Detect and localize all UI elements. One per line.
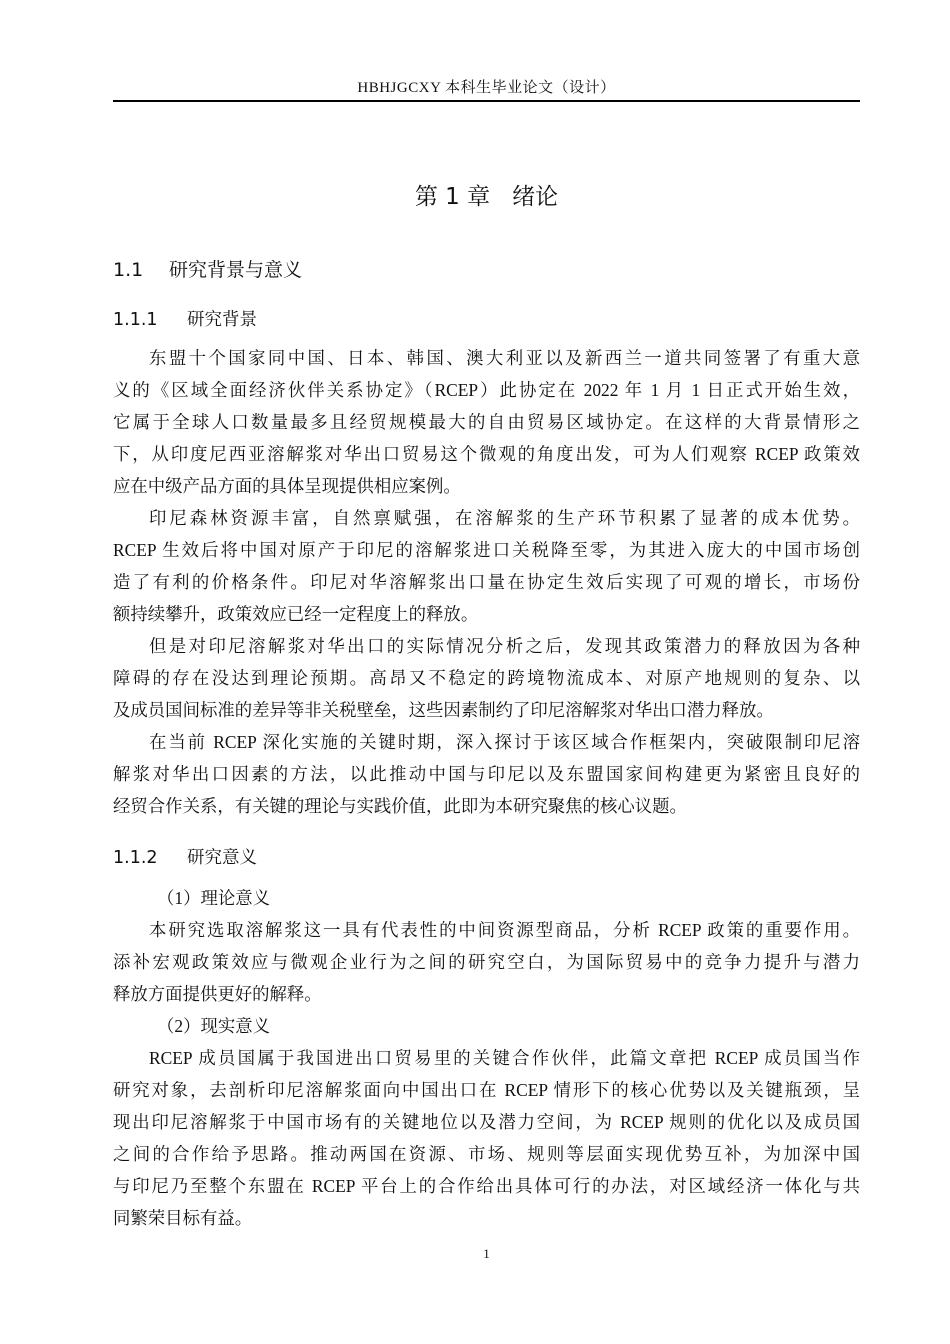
running-header: HBHJGCXY 本科生毕业论文（设计） bbox=[357, 80, 616, 96]
subsection-heading-1-1-1 bbox=[113, 306, 257, 331]
subsection-heading-1-1-2 bbox=[113, 844, 257, 869]
section-heading-1-1 bbox=[113, 255, 302, 282]
paragraph bbox=[113, 1042, 860, 1234]
text-line: 研究对象，去剖析印尼溶解浆面向中国出口在 RCEP 情形下的核心优势以及关键瓶颈，呈 bbox=[113, 1080, 860, 1100]
text-line: 东盟十个国家同中国、日本、韩国、澳大利亚以及新西兰一道共同签署了有重大意 bbox=[149, 348, 860, 368]
paragraph bbox=[113, 502, 860, 630]
text-line: 印尼森林资源丰富，自然禀赋强，在溶解浆的生产环节积累了显著的成本优势。 bbox=[149, 508, 860, 528]
text-line: 义的《区域全面经济伙伴关系协定》（RCEP）此协定在 2022 年 1 月 1 日正式开始生效， bbox=[113, 380, 860, 400]
paragraph bbox=[113, 630, 860, 726]
text-line: 解浆对华出口因素的方法，以此推动中国与印尼以及东盟国家间构建更为紧密且良好的 bbox=[113, 764, 860, 784]
text-line: 应在中级产品方面的具体呈现提供相应案例。 bbox=[113, 476, 461, 496]
chapter-number: 第 1 章 bbox=[414, 184, 491, 210]
paragraph bbox=[113, 914, 860, 1010]
paragraph bbox=[113, 726, 860, 822]
list-label-theory: （1）理论意义 bbox=[157, 888, 271, 908]
text-line: 添补宏观政策效应与微观企业行为之间的研究空白，为国际贸易中的竞争力提升与潜力 bbox=[113, 952, 860, 972]
text-line: 及成员国间标准的差异等非关税壁垒，这些因素制约了印尼溶解浆对华出口潜力释放。 bbox=[113, 700, 774, 720]
header-divider bbox=[113, 100, 860, 102]
text-line: 经贸合作关系，有关键的理论与实践价值，此即为本研究聚焦的核心议题。 bbox=[113, 796, 687, 816]
text-line: 现出印尼溶解浆于中国市场有的关键地位以及潜力空间，为 RCEP 规则的优化以及成员国 bbox=[113, 1112, 860, 1132]
text-line: 在当前 RCEP 深化实施的关键时期，深入探讨于该区域合作框架内，突破限制印尼溶 bbox=[149, 732, 860, 752]
text-line: 同繁荣目标有益。 bbox=[113, 1208, 253, 1228]
subsection-number: 1.1.1 bbox=[113, 310, 158, 330]
text-line: RCEP 成员国属于我国进出口贸易里的关键合作伙伴，此篇文章把 RCEP 成员国当作 bbox=[149, 1048, 860, 1068]
subsection-title: 研究意义 bbox=[187, 848, 257, 868]
section-title: 研究背景与意义 bbox=[169, 259, 303, 281]
text-line: 与印尼乃至整个东盟在 RCEP 平台上的合作给出具体可行的办法，对区域经济一体化与共 bbox=[113, 1176, 860, 1196]
text-line: 下，从印度尼西亚溶解浆对华出口贸易这个微观的角度出发，可为人们观察 RCEP 政策效 bbox=[113, 444, 860, 464]
paragraph bbox=[113, 342, 860, 502]
text-line: RCEP 生效后将中国对原产于印尼的溶解浆进口关税降至零，为其进入庞大的中国市场创 bbox=[113, 540, 860, 560]
text-line: 本研究选取溶解浆这一具有代表性的中间资源型商品，分析 RCEP 政策的重要作用。 bbox=[149, 920, 860, 940]
subsection-number: 1.1.2 bbox=[113, 848, 158, 868]
subsection-title: 研究背景 bbox=[187, 310, 257, 330]
text-line: 它属于全球人口数量最多且经贸规模最大的自由贸易区域协定。在这样的大背景情形之 bbox=[113, 412, 860, 432]
text-line: 额持续攀升，政策效应已经一定程度上的释放。 bbox=[113, 604, 479, 624]
text-line: 之间的合作给予思路。推动两国在资源、市场、规则等层面实现优势互补，为加深中国 bbox=[113, 1144, 860, 1164]
text-line: 释放方面提供更好的解释。 bbox=[113, 984, 322, 1004]
text-line: 造了有利的价格条件。印尼对华溶解浆出口量在协定生效后实现了可观的增长，市场份 bbox=[113, 572, 860, 592]
text-line: 障碍的存在没达到理论预期。高昂又不稳定的跨境物流成本、对原产地规则的复杂、以 bbox=[113, 668, 860, 688]
section-number: 1.1 bbox=[113, 259, 144, 281]
chapter-name: 绪论 bbox=[512, 184, 559, 210]
text-line: 但是对印尼溶解浆对华出口的实际情况分析之后，发现其政策潜力的释放因为各种 bbox=[149, 636, 860, 656]
page-number: 1 bbox=[483, 1246, 490, 1261]
chapter-title bbox=[113, 178, 860, 211]
list-label-practice: （2）现实意义 bbox=[157, 1016, 271, 1036]
